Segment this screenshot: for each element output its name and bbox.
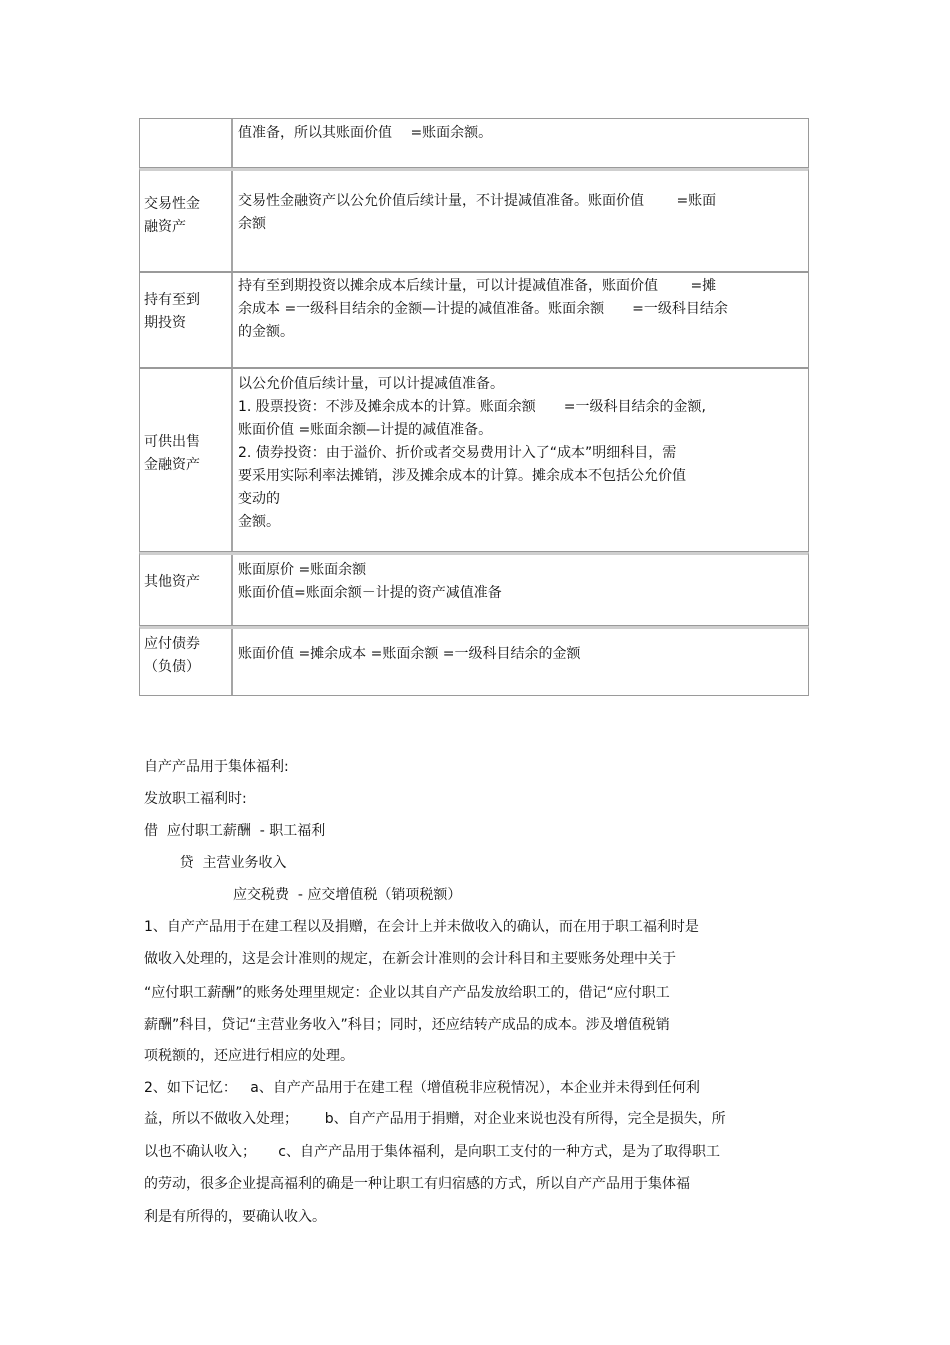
label-line: 可供出售 (144, 434, 200, 450)
row-content-cell (238, 373, 804, 551)
paragraph-line: 的劳动，很多企业提高福利的确是一种让职工有归宿感的方式，所以自产产品用于集体福 (144, 1176, 690, 1192)
label-line: 持有至到 (144, 292, 200, 308)
content-line: 要采用实际利率法摊销，涉及摊余成本的计算。摊余成本不包括公允价值 (238, 468, 686, 484)
paragraph-line: 薪酬”科目，贷记“主营业务收入”科目；同时，还应结转产成品的成本。涉及增值税销 (144, 1017, 670, 1033)
label-line: 交易性金 (144, 196, 200, 212)
paragraph-line: 1、自产产品用于在建工程以及捐赠，在会计上并未做收入的确认，而在用于职工福利时是 (144, 919, 699, 935)
table-row (139, 626, 809, 696)
content-line: 交易性金融资产以公允价值后续计量，不计提减值准备。账面价值 =账面 (238, 193, 717, 209)
row-label-cell (140, 119, 233, 167)
label-line: 融资产 (144, 219, 186, 235)
content-line: 持有至到期投资以摊余成本后续计量，可以计提减值准备，账面价值 =摊 (238, 278, 717, 294)
content-line: 余成本 =一级科目结余的金额—计提的减值准备。账面余额 =一级科目结余 (238, 301, 728, 317)
row-label-cell (140, 171, 233, 271)
row-content-cell (238, 643, 804, 695)
paragraph-line: 利是有所得的，要确认收入。 (144, 1209, 326, 1225)
journal-debit-line: 借 应付职工薪酬 - 职工福利 (144, 823, 326, 839)
content-line: 值准备，所以其账面价值 =账面余额。 (238, 125, 493, 141)
row-content-cell (238, 275, 804, 367)
content-line: 的金额。 (238, 324, 294, 340)
content-line: 账面价值=账面余额－计提的资产减值准备 (238, 585, 502, 601)
paragraph-line: 项税额的，还应进行相应的处理。 (144, 1048, 354, 1064)
content-line: 以公允价值后续计量，可以计提减值准备。 (238, 376, 504, 392)
label-line: 其他资产 (144, 574, 200, 590)
row-label (144, 431, 229, 477)
content-line: 账面价值 =摊余成本 =账面余额 =一级科目结余的金额 (238, 646, 581, 662)
row-label (144, 571, 229, 594)
paragraph-line: 发放职工福利时: (144, 791, 247, 807)
row-label (144, 289, 229, 335)
content-line: 2. 债券投资：由于溢价、折价或者交易费用计入了“成本”明细科目，需 (238, 445, 677, 461)
paragraph-line: 以也不确认收入； c、自产产品用于集体福利，是向职工支付的一种方式，是为了取得职工 (144, 1144, 720, 1160)
label-line: 应付债券 (144, 636, 200, 652)
row-content-cell (238, 559, 804, 625)
label-line: （负债） (144, 659, 200, 675)
table-row (139, 272, 809, 368)
journal-credit-line: 应交税费 - 应交增值税（销项税额） (144, 887, 462, 903)
paragraph-line: 2、如下记忆： a、自产产品用于在建工程（增值税非应税情况），本企业并未得到任何利 (144, 1080, 700, 1096)
table-row (139, 368, 809, 552)
row-label (144, 193, 229, 239)
paragraph-line: 做收入处理的，这是会计准则的规定，在新会计准则的会计科目和主要账务处理中关于 (144, 951, 676, 967)
content-line: 余额 (238, 216, 266, 232)
content-line: 1. 股票投资：不涉及摊余成本的计算。账面余额 =一级科目结余的金额, (238, 399, 706, 415)
paragraph-line: “应付职工薪酬”的账务处理里规定：企业以其自产产品发放给职工的，借记“应付职工 (144, 985, 670, 1001)
content-line: 账面价值 =账面余额—计提的减值准备。 (238, 422, 493, 438)
table-row (139, 552, 809, 626)
row-label-cell (140, 273, 233, 367)
row-label-cell (140, 369, 233, 551)
content-line: 变动的 (238, 491, 280, 507)
journal-credit-line: 贷 主营业务收入 (144, 855, 287, 871)
content-line: 金额。 (238, 514, 280, 530)
paragraph-line: 自产产品用于集体福利: (144, 759, 289, 775)
row-content-cell (238, 190, 804, 271)
row-label-cell (140, 629, 233, 695)
row-content-cell (238, 122, 804, 167)
row-label (144, 633, 229, 679)
row-label-cell (140, 555, 233, 625)
content-line: 账面原价 =账面余额 (238, 562, 367, 578)
label-line: 期投资 (144, 315, 186, 331)
table-row (139, 118, 809, 168)
table-row (139, 168, 809, 272)
label-line: 金融资产 (144, 457, 200, 473)
paragraph-line: 益，所以不做收入处理； b、自产产品用于捐赠，对企业来说也没有所得，完全是损失，所 (144, 1111, 726, 1127)
